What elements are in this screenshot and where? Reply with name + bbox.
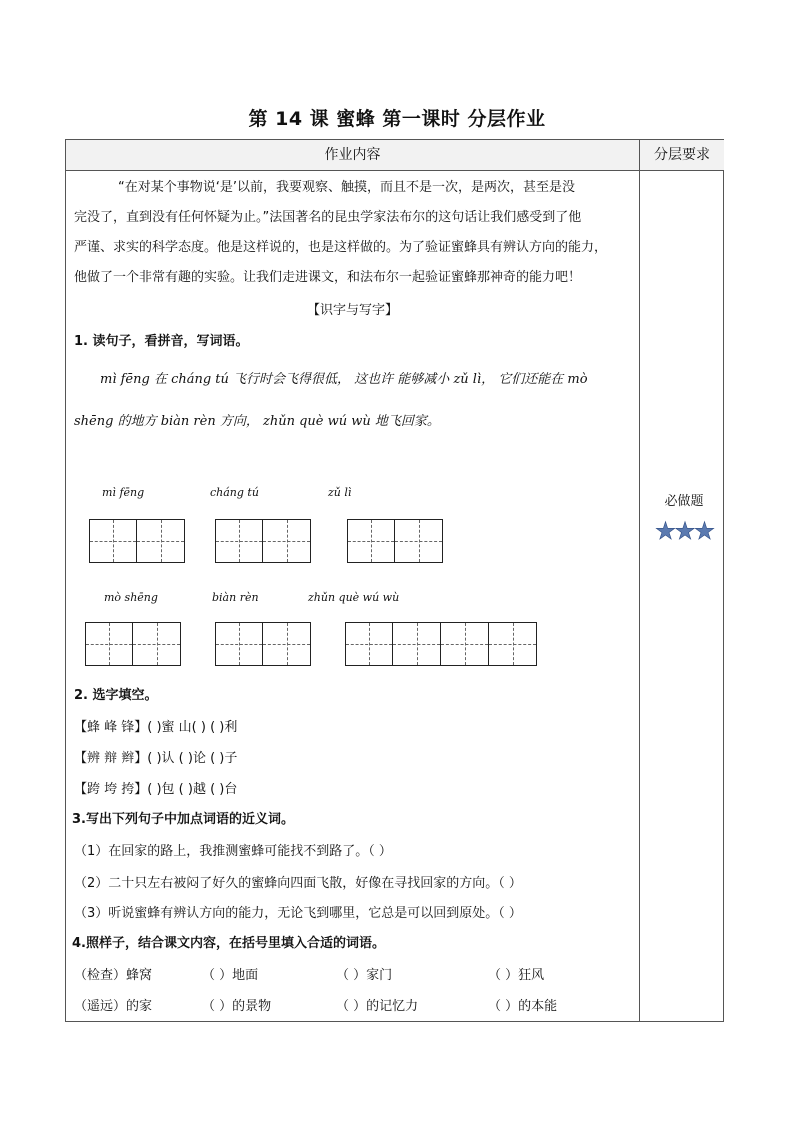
grid-cell[interactable]: [137, 519, 185, 563]
writing-grid[interactable]: [85, 622, 181, 666]
writing-grid[interactable]: [215, 519, 311, 563]
q3-item: （1）在回家的路上，我推测蜜蜂可能找不到路了。（ ）: [74, 844, 392, 859]
grid-cell[interactable]: [85, 622, 133, 666]
header-content: 作业内容: [66, 140, 639, 170]
requirement-label: 必做题: [664, 494, 704, 509]
q4-item: （ ）地面: [202, 968, 259, 983]
section-heading: 【识字与写字】: [306, 303, 398, 318]
q4-title: 4.照样子，结合课文内容，在括号里填入合适的词语。: [72, 936, 385, 951]
grid-cell[interactable]: [441, 622, 489, 666]
intro-line: 他做了一个非常有趣的实验。让我们走进课文，和法布尔一起验证蜜蜂那神奇的能力吧！: [74, 270, 582, 285]
pinyin-label: mò shēng: [104, 591, 158, 604]
grid-cell[interactable]: [133, 622, 181, 666]
grid-cell[interactable]: [215, 519, 263, 563]
grid-cell[interactable]: [263, 622, 311, 666]
page-title: 第 14 课 蜜蜂 第一课时 分层作业: [248, 108, 546, 130]
pinyin-label: cháng tú: [210, 486, 259, 499]
q3-item: （3）听说蜜蜂有辨认方向的能力，无论飞到哪里，它总是可以回到原处。（ ）: [74, 906, 522, 921]
intro-line: 完没了，直到没有任何怀疑为止。”法国著名的昆虫学家法布尔的这句话让我们感受到了他: [74, 210, 582, 225]
grid-cell[interactable]: [215, 622, 263, 666]
q4-item: （ ）狂风: [488, 968, 545, 983]
q4-item: （ ）的景物: [202, 999, 272, 1014]
q2-title: 2. 选字填空。: [74, 688, 158, 703]
grid-cell[interactable]: [347, 519, 395, 563]
writing-grid[interactable]: [345, 622, 537, 666]
grid-cell[interactable]: [395, 519, 443, 563]
q3-item: （2）二十只左右被闷了好久的蜜蜂向四面飞散，好像在寻找回家的方向。（ ）: [74, 876, 522, 891]
grid-cell[interactable]: [263, 519, 311, 563]
q4-item: （ ）的记忆力: [336, 999, 419, 1014]
intro-line: 严谨、求实的科学态度。他是这样说的，也是这样做的。为了验证蜜蜂具有辨认方向的能力，: [74, 240, 608, 255]
column-divider: [639, 140, 640, 1021]
q4-item: （检查）蜂窝: [74, 968, 153, 983]
writing-grid[interactable]: [347, 519, 443, 563]
q4-item: （遥远）的家: [74, 999, 153, 1014]
grid-cell[interactable]: [489, 622, 537, 666]
writing-grid[interactable]: [215, 622, 311, 666]
grid-cell[interactable]: [393, 622, 441, 666]
homework-table: [65, 139, 724, 1022]
q1-title: 1. 读句子，看拼音，写词语。: [74, 334, 249, 349]
q2-row: 【辨 辩 辫】( )认 ( )论 ( )子: [74, 751, 238, 766]
grid-cell[interactable]: [89, 519, 137, 563]
writing-grid[interactable]: [89, 519, 185, 563]
header-requirement: 分层要求: [640, 140, 724, 170]
q3-title: 3.写出下列句子中加点词语的近义词。: [72, 812, 294, 827]
q1-sentence-line2: shēng 的地方 biàn rèn 方向， zhǔn què wú wù 地飞回家。: [74, 414, 440, 429]
q1-sentence-line1: mì fēng 在 cháng tú 飞行时会飞得很低， 这也许 能够减小 zǔ lì， 它们还能在 mò: [100, 372, 588, 387]
q2-row: 【跨 垮 挎】( )包 ( )越 ( )台: [74, 782, 238, 797]
header-divider: [66, 170, 723, 171]
pinyin-label: zhǔn què wú wù: [308, 591, 400, 604]
q4-item: （ ）家门: [336, 968, 393, 983]
grid-cell[interactable]: [345, 622, 393, 666]
pinyin-label: biàn rèn: [212, 591, 259, 604]
star-rating-icon: ★★★: [654, 517, 714, 545]
q2-row: 【蜂 峰 锋】( )蜜 山( ) ( )利: [74, 720, 238, 735]
pinyin-label: zǔ lì: [328, 486, 352, 499]
intro-line: “在对某个事物说‘是’以前，我要观察、触摸，而且不是一次，是两次，甚至是没: [118, 180, 576, 195]
pinyin-label: mì fēng: [102, 486, 145, 499]
q4-item: （ ）的本能: [488, 999, 558, 1014]
